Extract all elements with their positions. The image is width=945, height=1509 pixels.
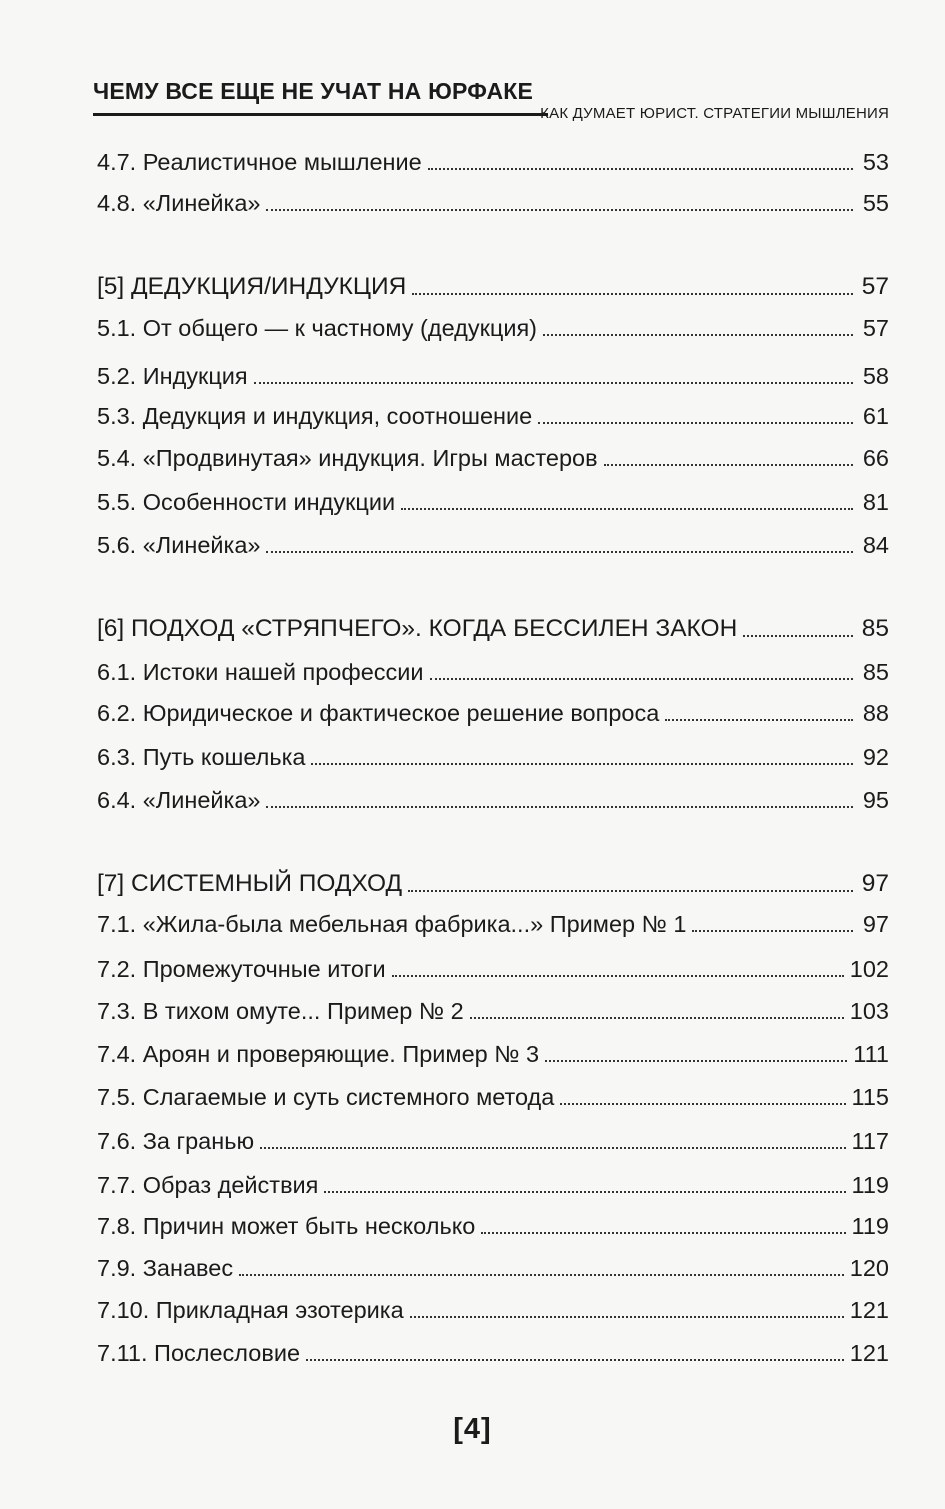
toc-entry-page: 111 bbox=[853, 1040, 889, 1067]
toc-entry-title: 5.2. Индукция bbox=[97, 362, 248, 389]
dot-leader bbox=[692, 930, 853, 932]
dot-leader bbox=[743, 635, 853, 637]
toc-entry bbox=[97, 1163, 889, 1197]
toc-entry-page: 120 bbox=[849, 1254, 889, 1281]
toc-entry bbox=[97, 778, 889, 812]
dot-leader bbox=[401, 508, 853, 510]
toc-entry-title: 7.10. Прикладная эзотерика bbox=[97, 1296, 404, 1323]
toc-entry-title: 4.7. Реалистичное мышление bbox=[97, 148, 422, 175]
toc-entry-page: 61 bbox=[862, 402, 889, 429]
toc-entry bbox=[97, 902, 889, 936]
toc-entry bbox=[97, 436, 889, 470]
toc-entry-title: 6.1. Истоки нашей профессии bbox=[97, 658, 424, 685]
toc-entry-title: [5] ДЕДУКЦИЯ/ИНДУКЦИЯ bbox=[97, 272, 407, 300]
toc-entry-title: 7.8. Причин может быть несколько bbox=[97, 1212, 476, 1239]
dot-leader bbox=[254, 382, 853, 384]
toc-entry-title: [7] СИСТЕМНЫЙ ПОДХОД bbox=[97, 869, 403, 897]
toc-entry bbox=[97, 1119, 889, 1153]
dot-leader bbox=[665, 719, 853, 721]
toc-entry-page: 102 bbox=[849, 955, 889, 982]
toc-entry-page: 119 bbox=[851, 1212, 889, 1239]
toc-entry-page: 121 bbox=[849, 1296, 889, 1323]
dot-leader bbox=[239, 1274, 844, 1276]
toc-entry bbox=[97, 1288, 889, 1322]
toc-entry-page: 57 bbox=[862, 314, 889, 341]
toc-entry bbox=[97, 1204, 889, 1238]
running-header-series: ЧЕМУ ВСЕ ЕЩЕ НЕ УЧАТ НА ЮРФАКЕ bbox=[93, 78, 534, 104]
toc-entry-title: 7.3. В тихом омуте... Пример № 2 bbox=[97, 997, 464, 1024]
toc-entry-title: 7.5. Слагаемые и суть системного метода bbox=[97, 1083, 555, 1110]
toc-entry-page: 119 bbox=[851, 1171, 889, 1198]
toc-entry bbox=[97, 523, 889, 557]
toc-entry-page: 115 bbox=[851, 1083, 889, 1110]
toc-entry-page: 95 bbox=[862, 786, 889, 813]
toc-entry-page: 121 bbox=[849, 1339, 889, 1366]
toc-entry bbox=[97, 947, 889, 981]
dot-leader bbox=[428, 168, 853, 170]
toc-entry-title: 7.4. Ароян и проверяющие. Пример № 3 bbox=[97, 1040, 540, 1067]
toc-entry-title: 6.2. Юридическое и фактическое решение вопроса bbox=[97, 699, 660, 726]
dot-leader bbox=[306, 1359, 844, 1361]
toc-entry-title: 5.3. Дедукция и индукция, соотношение bbox=[97, 402, 533, 429]
dot-leader bbox=[266, 209, 853, 211]
toc-entry-title: 7.7. Образ действия bbox=[97, 1171, 319, 1198]
toc-entry-title: 7.11. Послесловие bbox=[97, 1339, 301, 1366]
toc-entry-title: 7.1. «Жила-была мебельная фабрика...» Пример № 1 bbox=[97, 910, 687, 937]
toc-entry-title: 7.2. Промежуточные итоги bbox=[97, 955, 386, 982]
toc-entry-page: 92 bbox=[862, 743, 889, 770]
toc-entry-page: 58 bbox=[862, 362, 889, 389]
dot-leader bbox=[392, 975, 844, 977]
toc-entry-title: 4.8. «Линейка» bbox=[97, 189, 261, 216]
toc-entry-title: 5.1. От общего — к частному (дедукция) bbox=[97, 314, 538, 341]
toc-entry-title: 5.4. «Продвинутая» индукция. Игры мастеров bbox=[97, 444, 598, 471]
toc-entry bbox=[97, 306, 889, 340]
toc-entry-page: 88 bbox=[862, 699, 889, 726]
toc-entry-page: 57 bbox=[861, 272, 889, 300]
toc-entry-title: 5.6. «Линейка» bbox=[97, 531, 261, 558]
toc-entry-page: 66 bbox=[862, 444, 889, 471]
page-number: [4] bbox=[453, 1413, 492, 1445]
dot-leader bbox=[266, 551, 853, 553]
dot-leader bbox=[543, 334, 853, 336]
toc-entry-title: 5.5. Особенности индукции bbox=[97, 488, 396, 515]
toc-section-heading bbox=[97, 862, 889, 896]
toc-entry-page: 84 bbox=[862, 531, 889, 558]
toc-entry bbox=[97, 989, 889, 1023]
toc-entry bbox=[97, 735, 889, 769]
toc-entry bbox=[97, 1075, 889, 1109]
dot-leader bbox=[324, 1191, 845, 1193]
toc-entry-page: 97 bbox=[862, 910, 889, 937]
toc-entry-page: 97 bbox=[861, 869, 889, 897]
dot-leader bbox=[538, 422, 853, 424]
toc-entry-page: 117 bbox=[851, 1127, 889, 1154]
toc-entry-title: 7.6. За гранью bbox=[97, 1127, 255, 1154]
dot-leader bbox=[481, 1232, 845, 1234]
toc-entry-page: 81 bbox=[862, 488, 889, 515]
toc-section-heading bbox=[97, 265, 889, 299]
toc-entry bbox=[97, 650, 889, 684]
toc-entry bbox=[97, 181, 889, 215]
dot-leader bbox=[410, 1316, 844, 1318]
toc-entry bbox=[97, 354, 889, 388]
toc-entry-title: 7.9. Занавес bbox=[97, 1254, 234, 1281]
dot-leader bbox=[430, 678, 853, 680]
toc-entry-title: [6] ПОДХОД «СТРЯПЧЕГО». КОГДА БЕССИЛЕН ЗАКОН bbox=[97, 614, 738, 642]
toc-entry bbox=[97, 1032, 889, 1066]
toc-entry-page: 85 bbox=[861, 614, 889, 642]
dot-leader bbox=[408, 890, 853, 892]
dot-leader bbox=[545, 1060, 847, 1062]
toc-entry bbox=[97, 1246, 889, 1280]
dot-leader bbox=[412, 293, 853, 295]
running-header-book-title: КАК ДУМАЕТ ЮРИСТ. СТРАТЕГИИ МЫШЛЕНИЯ bbox=[540, 105, 889, 122]
toc-entry-page: 85 bbox=[862, 658, 889, 685]
toc-entry-page: 55 bbox=[862, 189, 889, 216]
header-underline bbox=[93, 113, 548, 116]
toc-section-heading bbox=[97, 607, 889, 641]
toc-entry bbox=[97, 1331, 889, 1365]
toc-entry-title: 6.4. «Линейка» bbox=[97, 786, 261, 813]
dot-leader bbox=[311, 763, 853, 765]
dot-leader bbox=[604, 464, 853, 466]
dot-leader bbox=[260, 1147, 845, 1149]
toc-entry bbox=[97, 691, 889, 725]
toc-entry-page: 103 bbox=[849, 997, 889, 1024]
toc-entry-page: 53 bbox=[862, 148, 889, 175]
toc-entry bbox=[97, 394, 889, 428]
toc-entry-title: 6.3. Путь кошелька bbox=[97, 743, 306, 770]
dot-leader bbox=[560, 1103, 845, 1105]
dot-leader bbox=[266, 806, 853, 808]
dot-leader bbox=[470, 1017, 844, 1019]
toc-entry bbox=[97, 140, 889, 174]
toc-entry bbox=[97, 480, 889, 514]
